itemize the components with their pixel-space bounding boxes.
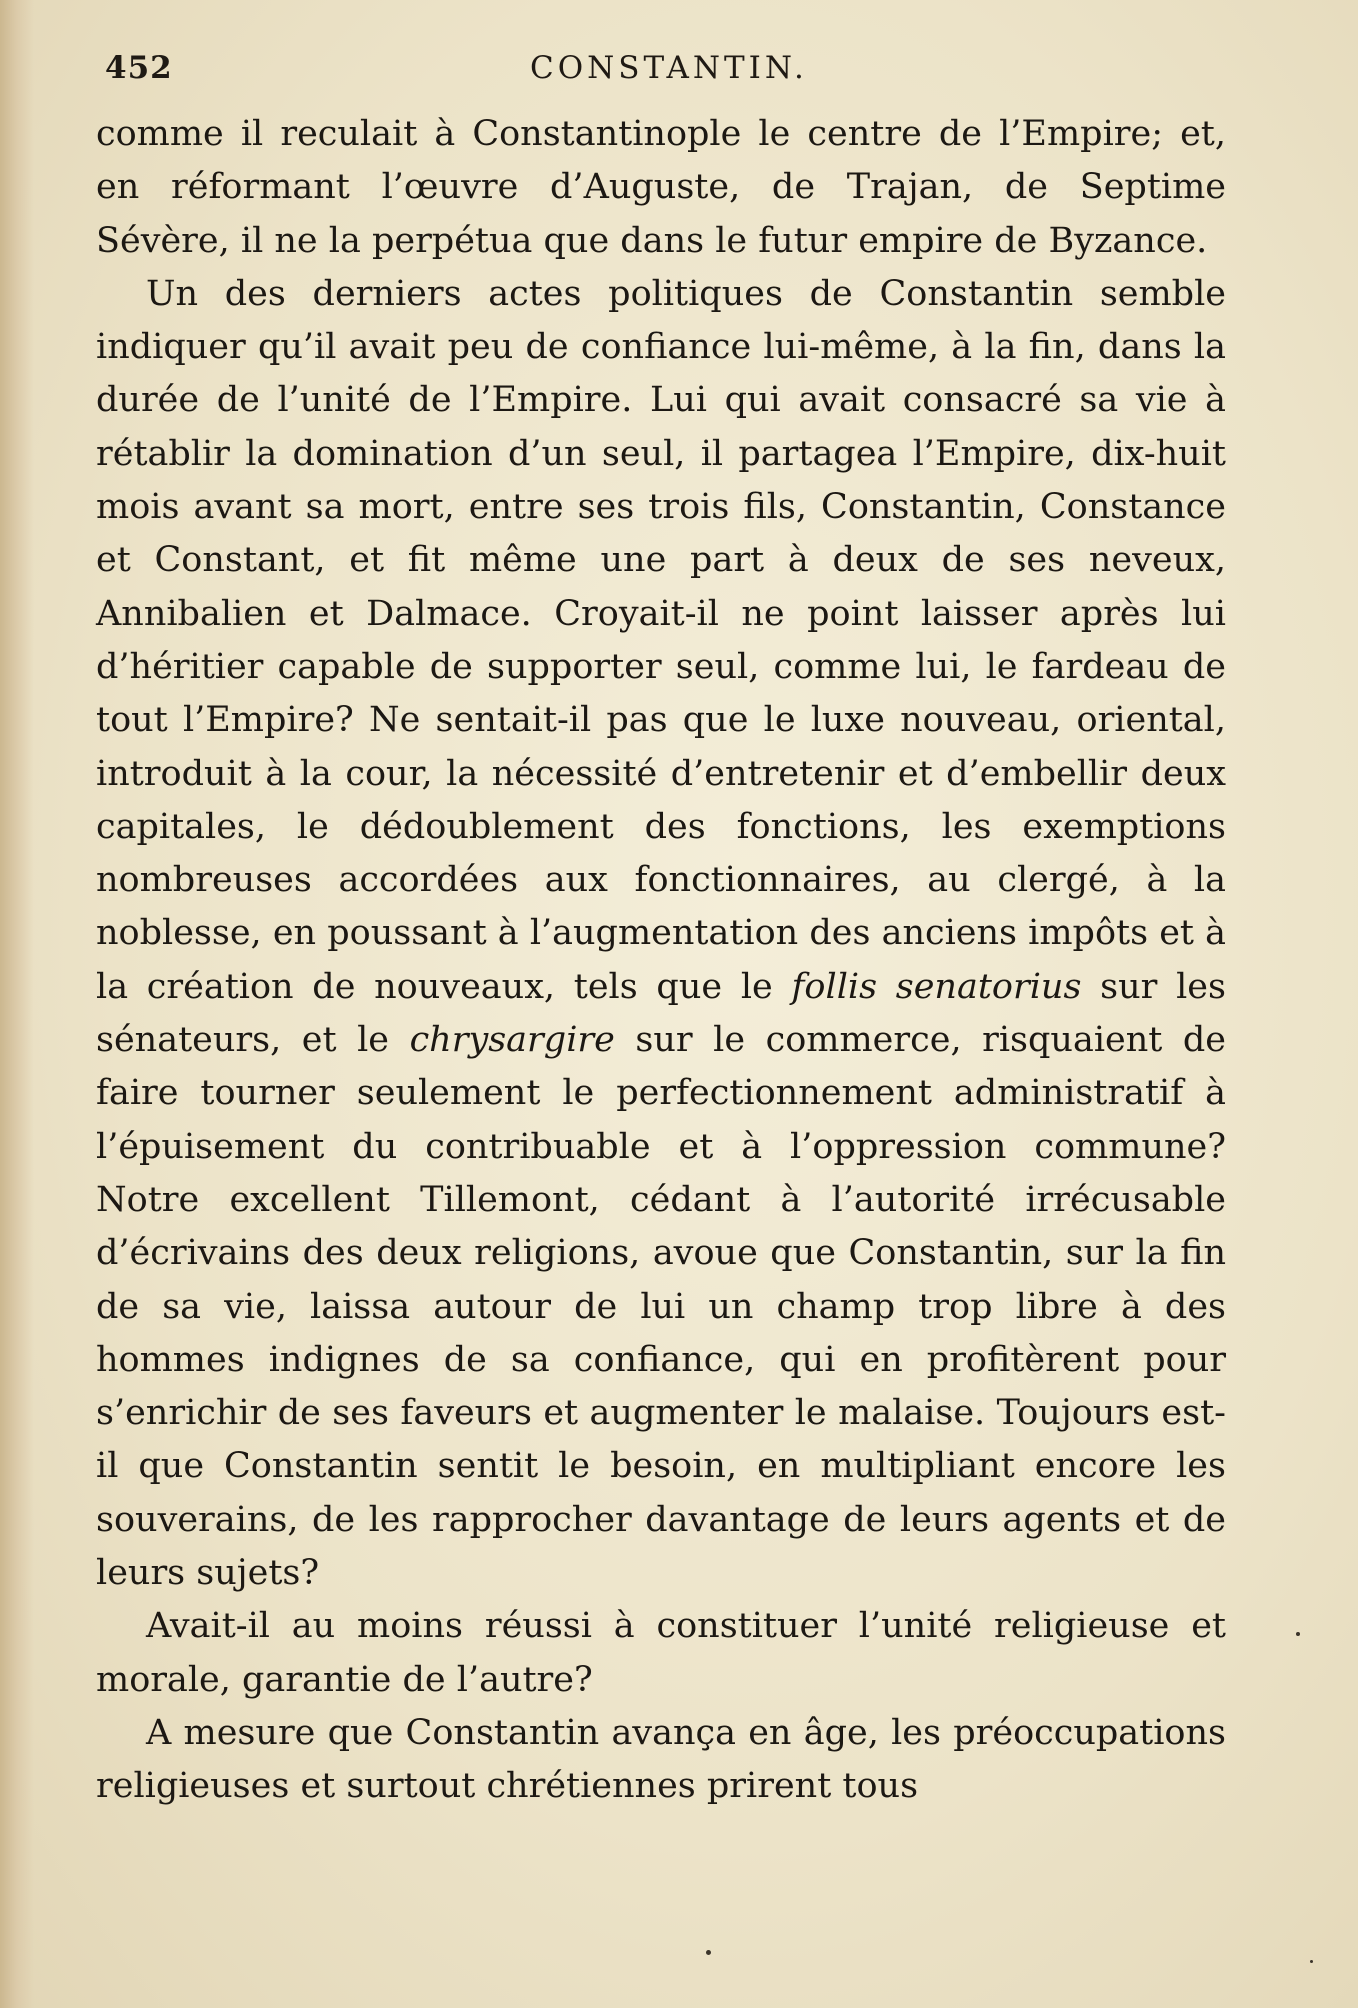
page-edge (0, 0, 34, 2008)
body-text (96, 108, 1226, 1814)
paragraph-1 (96, 108, 1226, 268)
paragraph-4-text: A mesure que Constantin avança en âge, les préoccupations religieuses et surtout chrétiennes prirent tous (96, 1712, 1226, 1807)
ink-speck (1296, 1632, 1300, 1636)
paragraph-2-text-b: sur les sénateurs, et le (96, 966, 1226, 1061)
paragraph-3-text: Avait-il au moins réussi à constituer l’unité religieuse et morale, garantie de l’autre? (96, 1606, 1226, 1700)
paragraph-2-text-a: Un des derniers actes politiques de Constantin semble indiquer qu’il avait peu de confiance lui-même, à la fin, dans la durée de l’unité de l’Empire. Lui qui avait consacré sa vie à rétablir la domination d’un seul, il partagea l’Empire, dix-huit mois avant sa mort, entre ses trois fils, Constantin, Constance et Constant, et fit même une part à deux de ses neveux, Annibalien et Dalmace. Croyait-il ne point laisser après lui d’héritier capable de supporter seul, comme lui, le fardeau de tout l’Empire? Ne sentait-il pas que le luxe nouveau, oriental, introduit à la cour, la nécessité d’entretenir et d’embellir deux capitales, le dédoublement des fonctions, les exemptions nombreuses accordées aux fonctionnaires, au clergé, à la noblesse, en poussant à l’augmentation des anciens impôts et à la création de nouveaux, tels que le (96, 273, 1226, 1007)
paragraph-1-text: comme il reculait à Constantinople le centre de l’Empire; et, en réformant l’œuvre d’Auguste, de Trajan, de Septime Sévère, il ne la perpétua que dans le futur empire de Byzance. (96, 114, 1226, 261)
page-number: 452 (105, 50, 173, 86)
italic-term-chrysargire: chrysargire (409, 1020, 615, 1061)
paragraph-3 (96, 1600, 1226, 1707)
ink-speck (706, 1950, 711, 1955)
paragraph-2 (96, 268, 1226, 1600)
ink-speck (1310, 1960, 1313, 1963)
italic-term-follis-senatorius: follis senatorius (791, 966, 1082, 1007)
paragraph-2-text-c: sur le commerce, risquaient de faire tourner seulement le perfectionnement administratif à l’épuisement du contribuable et à l’oppression commune? Notre excellent Tillemont, cédant à l’autorité irrécusable d’écrivains des deux religions, avoue que Constantin, sur la fin de sa vie, laissa autour de lui un champ trop libre à des hommes indignes de sa confiance, qui en profitèrent pour s’enrichir de ses faveurs et augmenter le malaise. Toujours est-il que Constantin sentit le besoin, en multipliant encore les souverains, de les rapprocher davantage de leurs agents et de leurs sujets? (96, 1020, 1226, 1594)
page-header (105, 50, 1205, 94)
running-head: CONSTANTIN. (530, 50, 808, 86)
paragraph-4 (96, 1707, 1226, 1814)
